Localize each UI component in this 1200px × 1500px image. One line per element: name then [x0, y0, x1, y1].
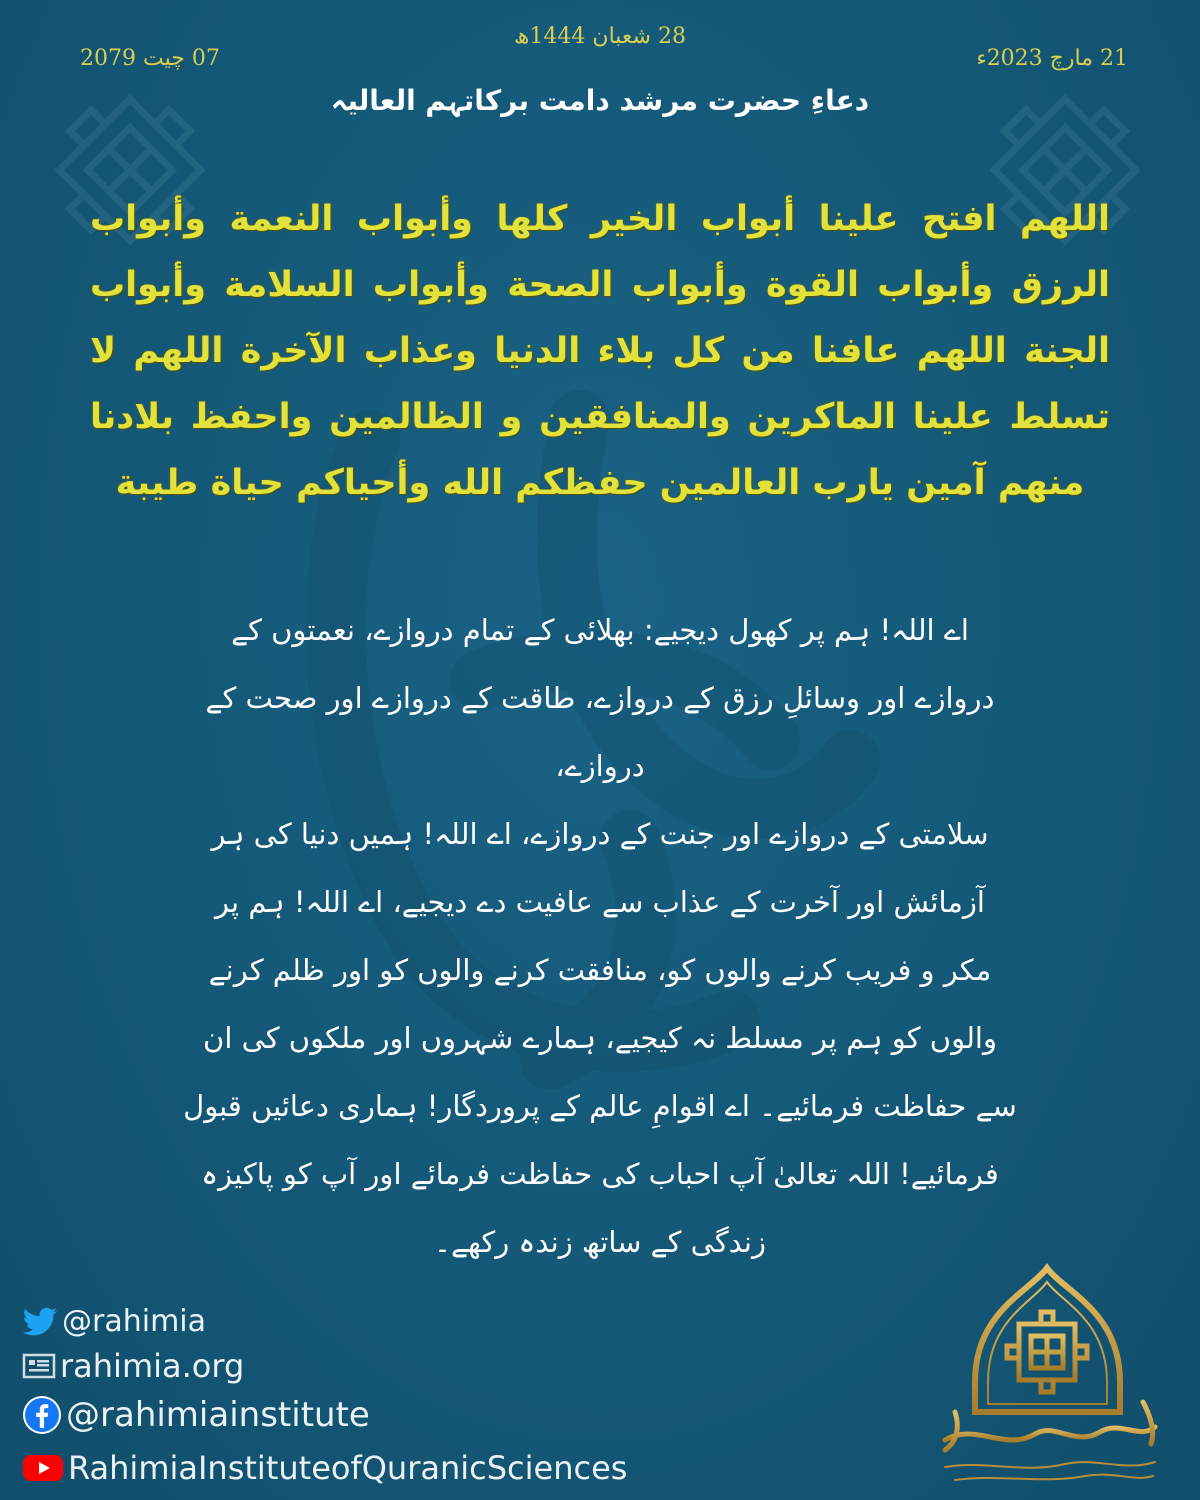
twitter-handle[interactable]: [22, 1304, 206, 1339]
urdu-line: زندگی کے ساتھ زندہ رکھے۔: [434, 1225, 766, 1259]
urdu-line: سلامتی کے دروازے اور جنت کے دروازے، اے اللہ! ہمیں دنیا کی ہر: [211, 817, 989, 851]
rahimia-logo: [915, 1262, 1180, 1492]
urdu-line: فرمائیے! اللہ تعالیٰ آپ احباب کی حفاظت فرمائے اور آپ کو پاکیزہ: [201, 1157, 999, 1191]
youtube-channel-label: RahimiaInstituteofQuranicSciences: [68, 1449, 628, 1487]
urdu-translation: [170, 596, 1030, 1276]
facebook-handle[interactable]: [22, 1395, 370, 1435]
youtube-channel[interactable]: [22, 1449, 627, 1487]
bikrami-date: 07 چیت 2079: [80, 46, 220, 71]
twitter-icon: [22, 1307, 58, 1337]
urdu-line: اے اللہ! ہم پر کھول دیجیے: بھلائی کے تمام دروازے، نعمتوں کے: [231, 613, 969, 647]
gregorian-date: 21 مارچ 2023ء: [976, 46, 1128, 71]
urdu-line: دروازے اور وسائلِ رزق کے دروازے، طاقت کے دروازے اور صحت کے دروازے،: [205, 681, 995, 783]
urdu-line: سے حفاظت فرمائیے۔ اے اقوامِ عالم کے پروردگار! ہماری دعائیں قبول: [183, 1089, 1017, 1123]
facebook-icon: [22, 1395, 62, 1435]
website-link[interactable]: [22, 1347, 244, 1385]
youtube-icon: [22, 1453, 64, 1483]
urdu-line: والوں کو ہم پر مسلط نہ کیجیے، ہمارے شہروں اور ملکوں کی ان: [203, 1021, 997, 1055]
arabic-dua-text: اللهم افتح علينا أبواب الخير كلها وأبواب النعمة وأبواب الرزق وأبواب القوة وأبواب الصحة وأبواب السلامة وأبواب الجنة اللهم عافنا من كل بلاء الدنيا وعذاب الآخرة اللهم لا تسلط علينا الماكرين والمنافقين و الظالمين واحفظ بلادنا منهم آمين يارب العالمين حفظكم الله وأحياكم حياة طيبة: [90, 199, 1110, 503]
website-icon: [22, 1351, 56, 1381]
twitter-handle-label: @rahimia: [62, 1304, 207, 1339]
facebook-handle-label: @rahimiainstitute: [66, 1395, 370, 1435]
urdu-line: مکر و فریب کرنے والوں کو، منافقت کرنے والوں کو اور ظلم کرنے: [208, 953, 992, 987]
urdu-line: آزمائش اور آخرت کے عذاب سے عافیت دے دیجیے، اے اللہ! ہم پر: [215, 885, 985, 919]
page-title: دعاءِ حضرت مرشد دامت برکاتہم العالیہ: [330, 84, 870, 117]
hijri-date: 28 شعبان 1444ھ: [514, 24, 686, 49]
website-label: rahimia.org: [60, 1347, 245, 1385]
